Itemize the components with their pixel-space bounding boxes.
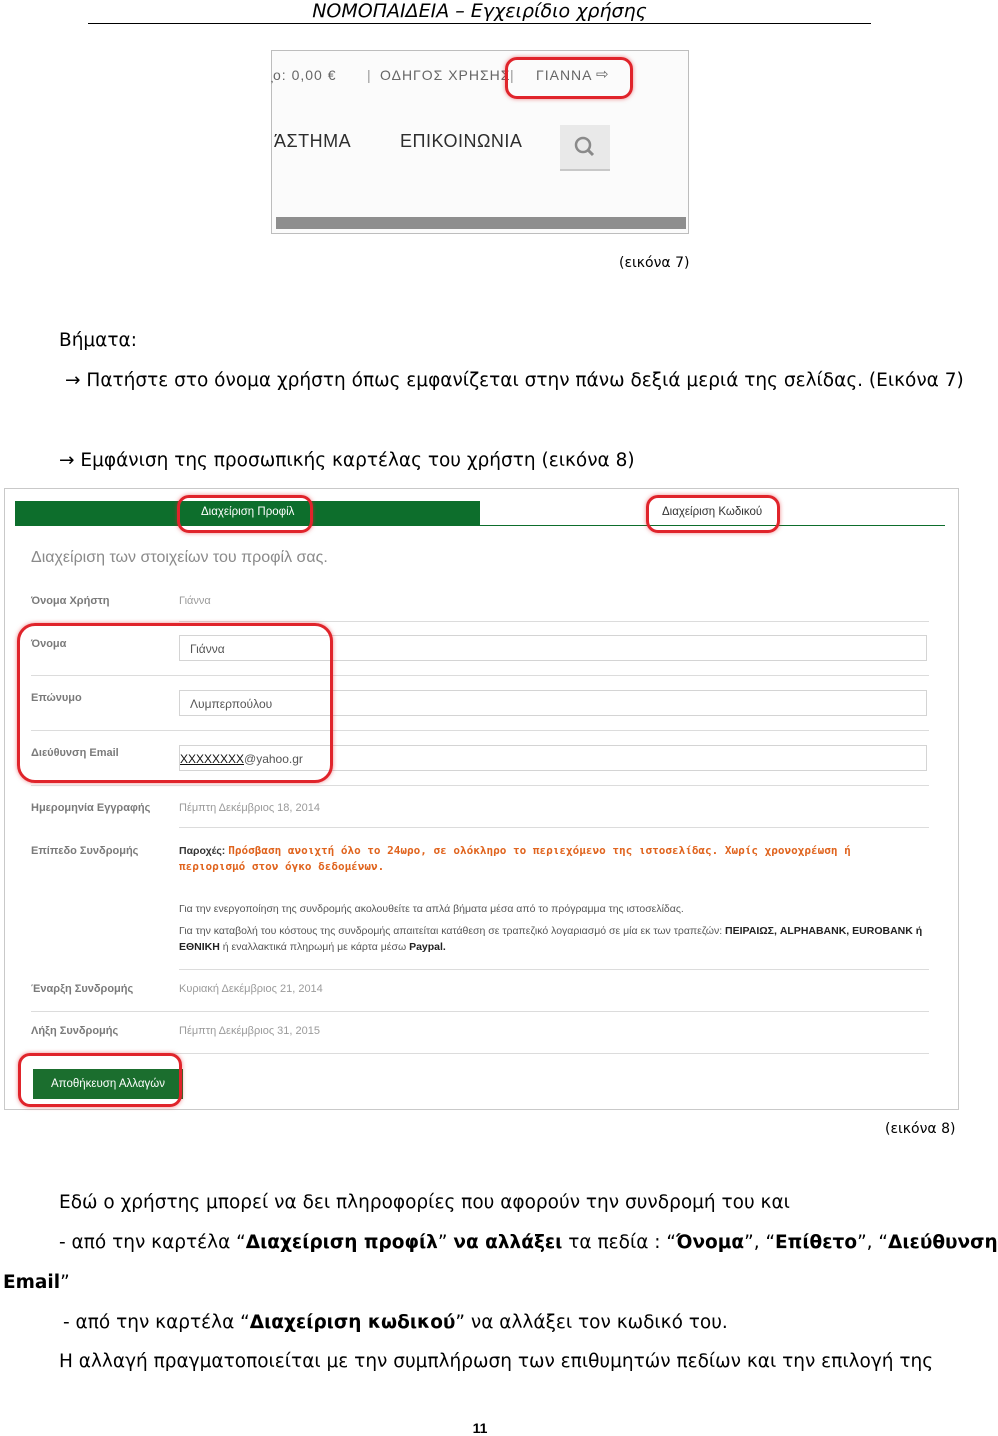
email-mask: XXXXXXXX xyxy=(180,752,245,766)
paragraph-3: - από την καρτέλα “Διαχείριση κωδικού” να αλλάξει τον κωδικό του. xyxy=(63,1312,728,1333)
page-heading: Διαχείριση των στοιχείων του προφίλ σας. xyxy=(31,549,328,566)
activation-text: Για την ενεργοποίηση της συνδρομής ακολουθείτε τα απλά βήματα μέσα από το πρόγραμμα της ιστοσελίδας. xyxy=(179,903,684,915)
subscription-level-label: Επίπεδο Συνδρομής xyxy=(31,845,139,857)
surname-input[interactable]: Λυμπερπούλου xyxy=(179,690,927,716)
paragraph-2: - από την καρτέλα “Διαχείριση προφίλ” να αλλάξει τα πεδία : “Όνομα”, “Επίθετο”, “Διεύθυνση xyxy=(59,1232,998,1253)
guide-link[interactable]: ΟΔΗΓΟΣ ΧΡΗΣΗΣ xyxy=(380,67,511,83)
tab-password[interactable]: Διαχείριση Κωδικού xyxy=(662,506,763,518)
figure-8-screenshot: Διαχείριση Προφίλ Διαχείριση Κωδικού Διαχείριση των στοιχείων του προφίλ σας. Όνομα Χρήστη Γιάννα Όνομα Γιάννα Επώνυμο Λυμπερπούλου Διεύθυνση Email XXXXXXXX@yahoo.gr Ημερομηνία Εγγραφής Πέμπτη Δεκέμβριος 18, 2014 Επίπεδο Συνδρομής Παροχές: Πρόσβαση ανοιχτή όλο το 24ωρο, σε ολόκληρο το περιεχόμενο της ιστοσελίδας. Χωρίς χρονοχρέωση ή περιορισμό στον όγκο δεδομένων. Για την ενεργοποίηση της συνδρομής ακολουθείτε τα απλά βήματα μέσα από το πρόγραμμα της ιστοσελίδας. Για την καταβολή του κόστους της συνδρομής απαιτείται κατάθεση σε τραπεζικό λογαριασμό σε μία εκ των τραπεζών: ΠΕΙΡΑΙΩΣ, ALPHABANK, EUROBANK ή ΕΘΝΙΚΗ ή εναλλακτικά πληρωμή με κάρτα μέσω Paypal. Έναρξη Συνδρομής Κυριακή Δεκέμβριος 21, 2014 Λήξη Συνδρομής Πέμπτη Δεκέμβριος 31, 2015 Αποθήκευση Αλλαγών xyxy=(4,488,959,1110)
progress-bar-strip xyxy=(276,217,686,229)
email-domain: @yahoo.gr xyxy=(244,752,303,766)
registration-date-value: Πέμπτη Δεκέμβριος 18, 2014 xyxy=(179,802,321,814)
menu-item-partial[interactable]: ΆΣΤΗΜΑ xyxy=(274,131,352,151)
name-label: Όνομα xyxy=(31,638,67,650)
subscription-benefits: Παροχές: Πρόσβαση ανοιχτή όλο το 24ωρο, σε ολόκληρο το περιεχόμενο της ιστοσελίδας. Χωρίς χρονοχρέωση ή xyxy=(179,844,851,857)
step-1 xyxy=(65,370,964,391)
highlight-tab-profile xyxy=(177,495,313,533)
save-changes-button[interactable]: Αποθήκευση Αλλαγών xyxy=(33,1069,183,1099)
search-button[interactable] xyxy=(560,125,610,171)
subscription-start-label: Έναρξη Συνδρομής xyxy=(31,983,134,995)
email-label: Διεύθυνση Email xyxy=(31,747,119,759)
paypal-text: Paypal. xyxy=(409,941,446,953)
logout-icon[interactable]: ⇨ xyxy=(596,66,610,83)
figure-7-screenshot xyxy=(271,50,689,234)
highlight-tab-password xyxy=(646,495,780,533)
search-icon xyxy=(560,125,610,169)
step-2 xyxy=(59,450,635,471)
page-number: 11 xyxy=(472,1420,488,1436)
figure-7-caption: (εικόνα 7) xyxy=(619,255,690,271)
subscription-start-value: Κυριακή Δεκέμβριος 21, 2014 xyxy=(179,983,323,995)
subscription-end-value: Πέμπτη Δεκέμβριος 31, 2015 xyxy=(179,1025,321,1037)
registration-date-label: Ημερομηνία Εγγραφής xyxy=(31,802,151,814)
arrow-icon: → xyxy=(65,370,81,391)
payment-text: Για την καταβολή του κόστους της συνδρομής απαιτείται κατάθεση σε τραπεζικό λογαριασμό σε μία εκ των τραπεζών: ΠΕΙΡΑΙΩΣ, ALPHABANK, EUROBANK ή xyxy=(179,925,923,937)
top-bar: ̦ο: 0,00 € | ΟΔΗΓΟΣ ΧΡΗΣΗΣ | ΓΙΑΝΝΑ ⇨ xyxy=(272,66,610,83)
surname-label: Επώνυμο xyxy=(31,692,82,704)
highlight-username xyxy=(505,57,633,99)
highlight-save-button xyxy=(18,1053,182,1107)
paragraph-1: Εδώ ο χρήστης μπορεί να δει πληροφορίες που αφορούν την συνδρομή του και xyxy=(59,1192,790,1213)
highlight-editable-fields xyxy=(17,623,333,783)
username-link[interactable]: ΓΙΑΝΝΑ xyxy=(536,67,593,83)
arrow-icon: → xyxy=(59,450,75,471)
tab-profile[interactable]: Διαχείριση Προφίλ xyxy=(201,506,295,518)
username-label: Όνομα Χρήστη xyxy=(31,595,110,607)
paragraph-2-continued: Email” xyxy=(3,1272,70,1293)
username-value: Γιάννα xyxy=(179,595,211,607)
step-1-text: Πατήστε στο όνομα χρήστη όπως εμφανίζεται στην πάνω δεξιά μεριά της σελίδας. (Εικόνα 7) xyxy=(86,370,964,391)
tab-bar xyxy=(15,501,945,526)
steps-title: Βήματα: xyxy=(59,330,137,351)
figure-8-caption: (εικόνα 8) xyxy=(885,1121,956,1137)
menu-item-contact[interactable]: ΕΠΙΚΟΙΝΩΝΙΑ xyxy=(400,131,523,151)
balance-text: ̦ο: 0,00 € xyxy=(272,67,337,83)
document-header: ΝΟΜΟΠΑΙΔΕΙΑ – Εγχειρίδιο χρήσης xyxy=(88,0,871,24)
subscription-end-label: Λήξη Συνδρομής xyxy=(31,1025,119,1037)
name-input[interactable]: Γιάννα xyxy=(179,635,927,661)
paragraph-4: Η αλλαγή πραγματοποιείται με την συμπλήρωση των επιθυμητών πεδίων και την επιλογή της xyxy=(59,1351,934,1372)
step-2-text: Εμφάνιση της προσωπικής καρτέλας του χρήστη (εικόνα 8) xyxy=(80,450,635,471)
